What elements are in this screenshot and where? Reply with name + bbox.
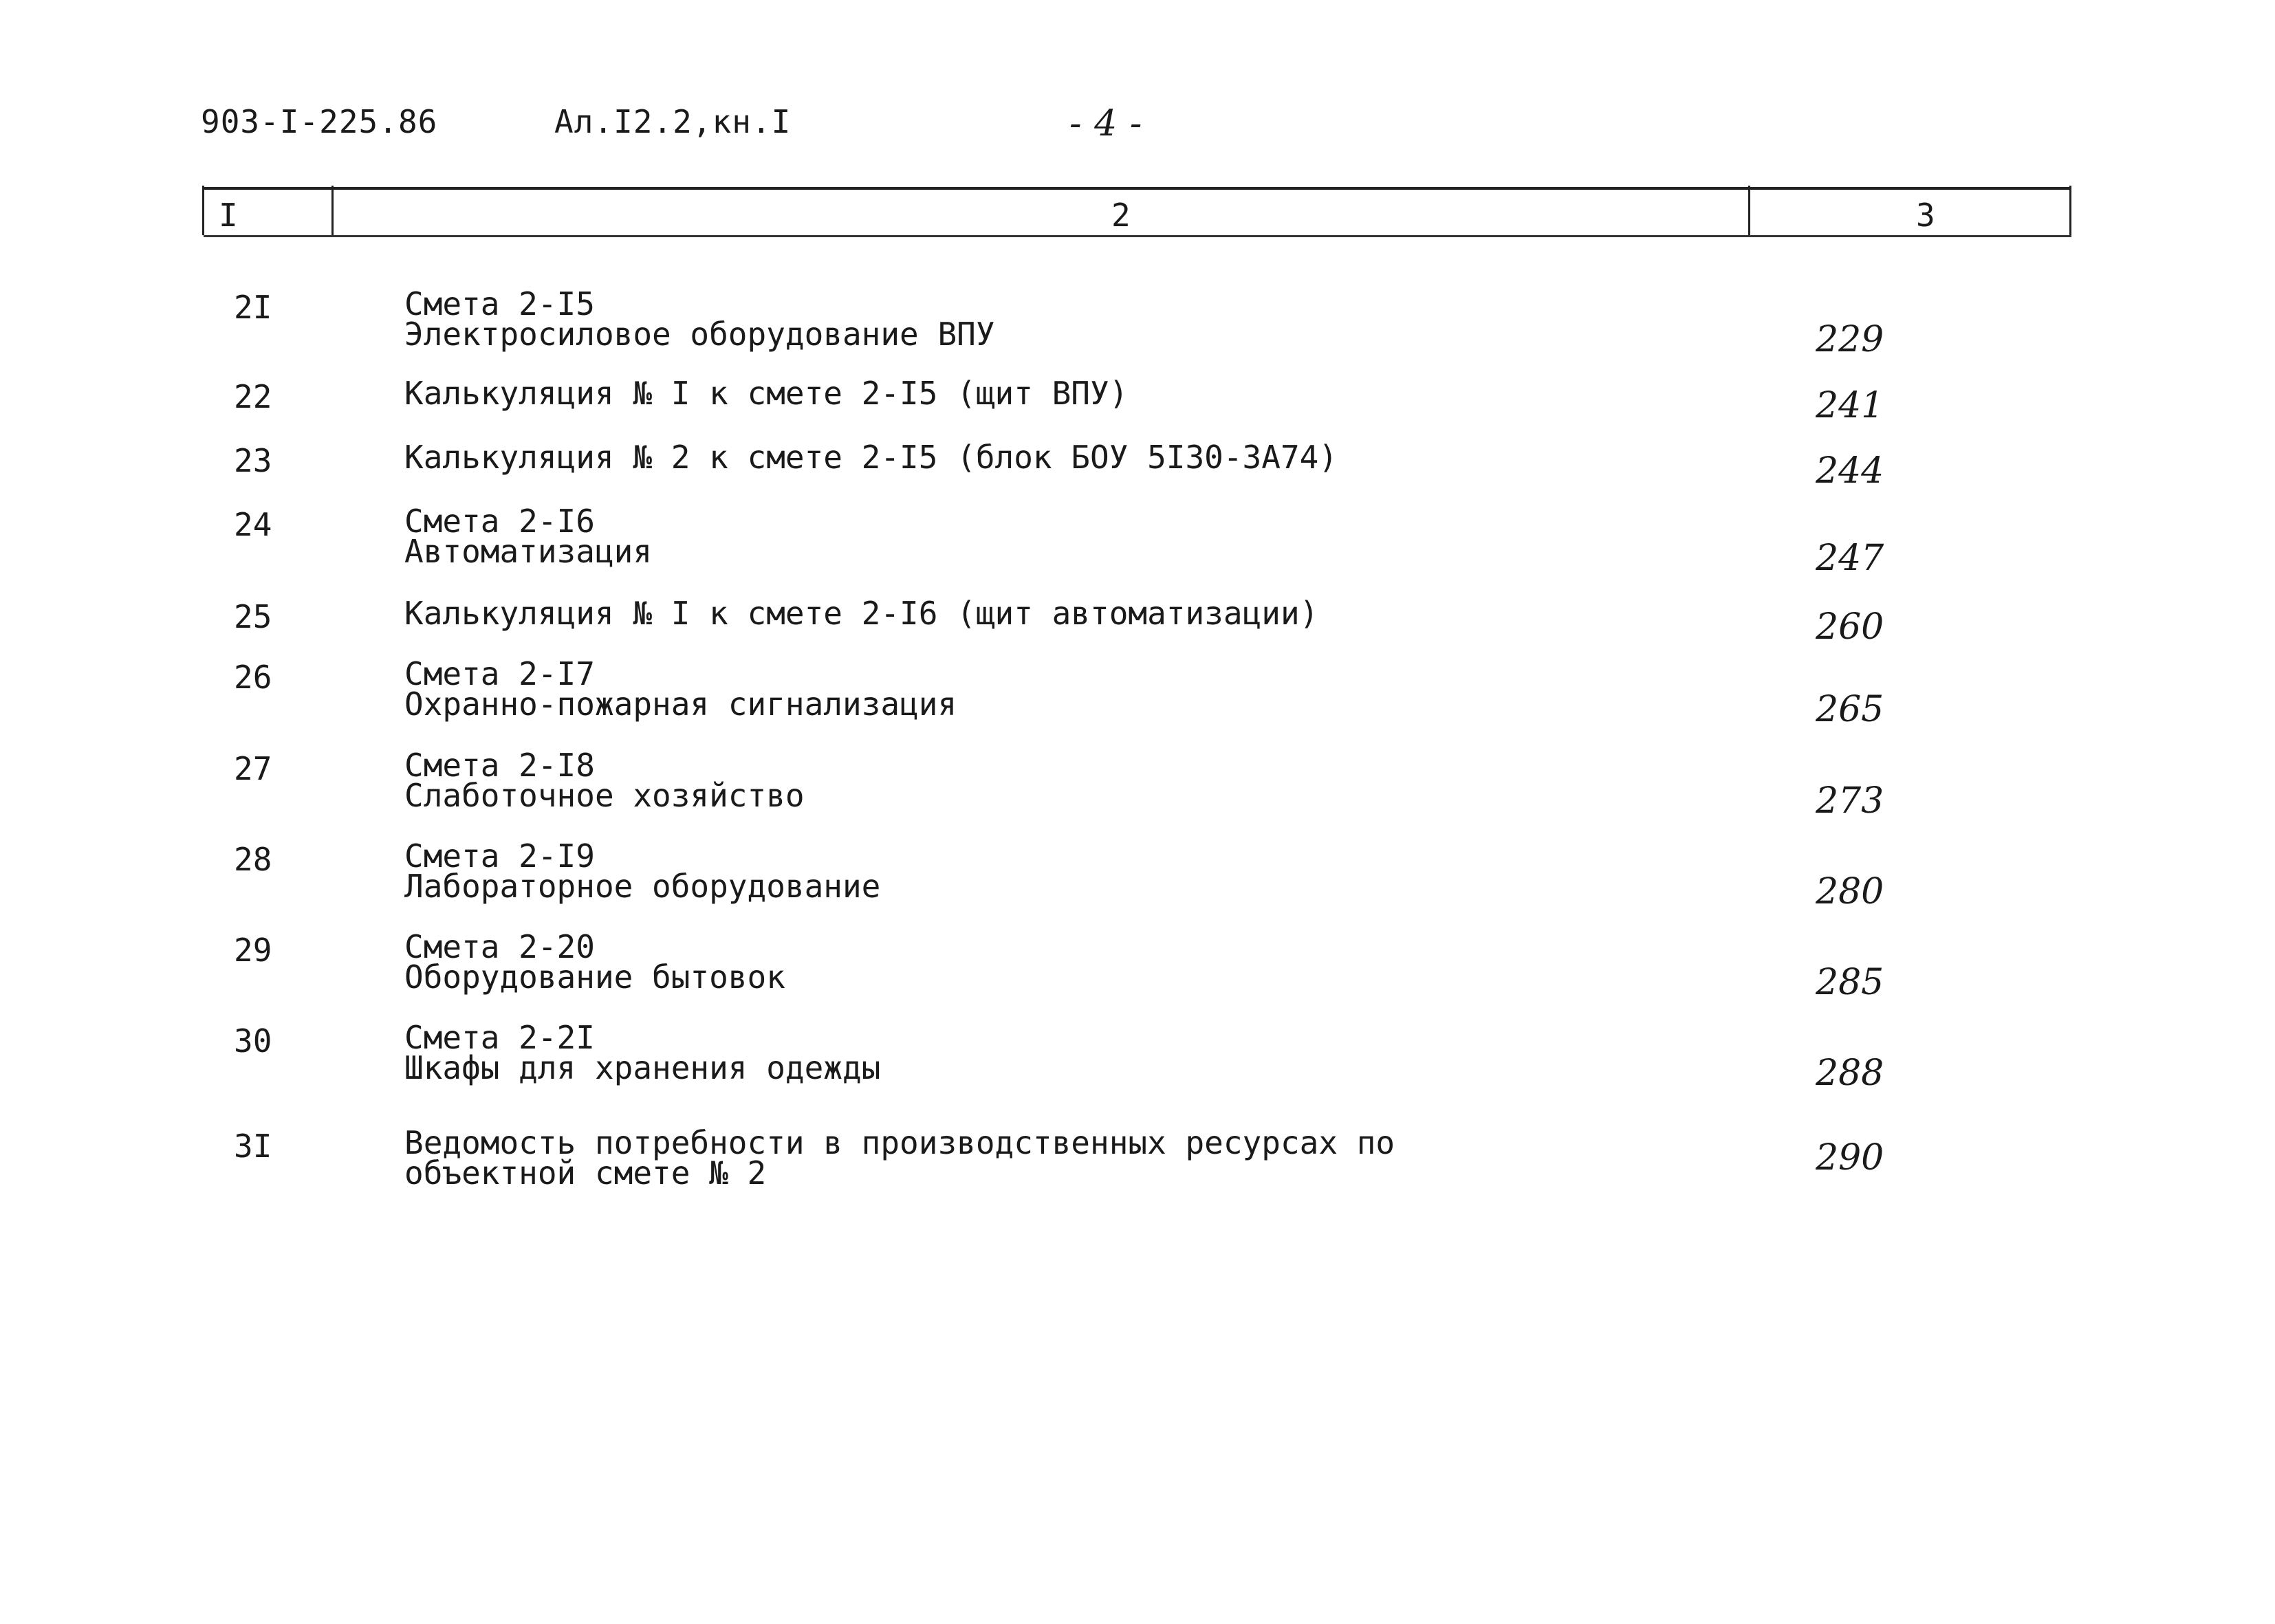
item-number: 24 — [234, 506, 272, 543]
item-title: Калькуляция № I к смете 2-I6 (щит автоматизации) — [404, 595, 1319, 632]
item-title: Смета 2-2I Шкафы для хранения одежды — [404, 1019, 881, 1086]
item-number: 25 — [234, 598, 272, 635]
item-number: 26 — [234, 659, 272, 696]
item-page-number: 288 — [1816, 1053, 1884, 1094]
column-label-3: 3 — [1916, 197, 1935, 234]
item-number: 27 — [234, 750, 272, 787]
item-title: Смета 2-I6 Автоматизация — [404, 503, 653, 570]
column-divider — [202, 186, 204, 235]
item-title: Смета 2-I7 Охранно-пожарная сигнализация — [404, 655, 957, 723]
item-number: 30 — [234, 1022, 272, 1060]
item-page-number: 241 — [1816, 385, 1884, 426]
item-page-number: 260 — [1816, 606, 1884, 648]
column-divider — [331, 186, 334, 235]
item-title: Смета 2-20 Оборудование бытовок — [404, 928, 785, 996]
column-header — [204, 187, 2071, 237]
document-code: 903-I-225.86 — [201, 103, 438, 140]
item-title: Калькуляция № I к смете 2-I5 (щит ВПУ) — [404, 375, 1129, 412]
item-number: 2I — [234, 289, 272, 326]
item-title: Смета 2-I5 Электросиловое оборудование ВПУ — [404, 285, 995, 353]
item-page-number: 229 — [1816, 319, 1884, 360]
item-title: Ведомость потребности в производственных ресурсах по объектной смете № 2 — [404, 1124, 1395, 1192]
album-reference: Ал.I2.2,кн.I — [554, 103, 792, 140]
item-page-number: 244 — [1816, 450, 1884, 492]
page-number: - 4 - — [1069, 103, 1143, 144]
item-page-number: 247 — [1816, 538, 1884, 579]
item-number: 23 — [234, 442, 272, 479]
item-number: 28 — [234, 841, 272, 878]
item-title: Калькуляция № 2 к смете 2-I5 (блок БОУ 5I30-3А74) — [404, 439, 1338, 476]
item-page-number: 280 — [1816, 871, 1884, 912]
item-title: Смета 2-I8 Слаботочное хозяйство — [404, 747, 805, 814]
item-number: 22 — [234, 378, 272, 415]
item-number: 3I — [234, 1128, 272, 1165]
item-page-number: 265 — [1816, 689, 1884, 730]
item-number: 29 — [234, 932, 272, 969]
column-label-1: I — [219, 197, 238, 234]
item-page-number: 273 — [1816, 780, 1884, 822]
column-divider — [2069, 186, 2071, 235]
column-label-2: 2 — [1111, 197, 1131, 234]
item-title: Смета 2-I9 Лабораторное оборудование — [404, 837, 881, 905]
column-divider — [1748, 186, 1750, 235]
item-page-number: 290 — [1816, 1137, 1884, 1178]
item-page-number: 285 — [1816, 962, 1884, 1003]
